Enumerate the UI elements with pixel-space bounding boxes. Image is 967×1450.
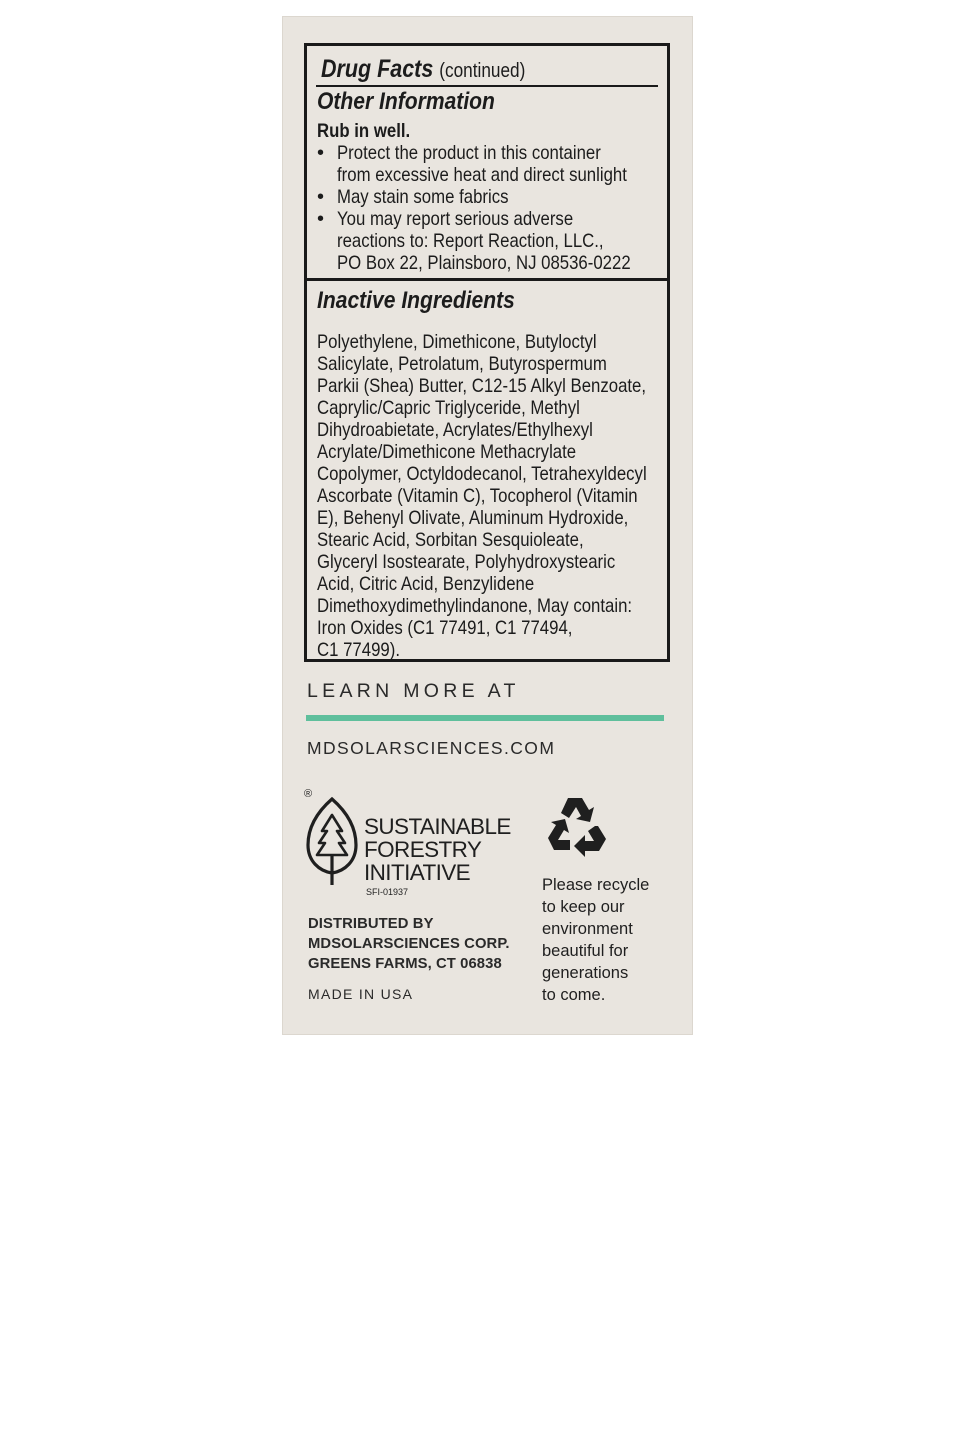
section-divider — [307, 278, 667, 281]
title-divider — [316, 85, 658, 87]
tree-leaf-icon — [304, 787, 360, 887]
ingredient-line: Parkii (Shea) Butter, C12-15 Alkyl Benzoate, — [317, 375, 647, 397]
recycle-line-1: Please recycle — [542, 876, 650, 894]
recycle-line-4: beautiful for — [542, 942, 629, 960]
other-information-heading: Other Information — [317, 88, 495, 115]
ingredient-line: Dimethoxydimethylindanone, May contain: — [317, 595, 633, 617]
ingredient-line: Caprylic/Capric Triglyceride, Methyl — [317, 397, 580, 419]
distributor-line-1: DISTRIBUTED BY — [308, 916, 434, 932]
ingredient-line: Dihydroabietate, Acrylates/Ethylhexyl — [317, 419, 593, 441]
ingredient-line: Salicylate, Petrolatum, Butyrospermum — [317, 353, 607, 375]
distributor-line-3: GREENS FARMS, CT 06838 — [308, 956, 502, 972]
recycle-icon — [542, 792, 612, 860]
learn-more-label: LEARN MORE AT — [307, 680, 520, 702]
ingredient-line: Stearic Acid, Sorbitan Sesquioleate, — [317, 529, 584, 551]
ingredient-line: Polyethylene, Dimethicone, Butyloctyl — [317, 331, 597, 353]
drug-facts-title-suffix: (continued) — [439, 60, 526, 82]
inactive-ingredients-heading: Inactive Ingredients — [317, 287, 515, 314]
ingredient-line: C1 77499). — [317, 639, 400, 661]
sfi-code: SFI-01937 — [366, 887, 409, 897]
drug-facts-panel — [304, 43, 670, 662]
registered-mark: ® — [304, 788, 313, 800]
distributor-line-2: MDSOLARSCIENCES CORP. — [308, 936, 510, 952]
made-in-usa: MADE IN USA — [308, 986, 414, 1002]
accent-bar — [306, 715, 664, 721]
bullet-dot: • — [317, 186, 325, 208]
ingredient-line: Iron Oxides (C1 77491, C1 77494, — [317, 617, 573, 639]
ingredient-line: Glyceryl Isostearate, Polyhydroxystearic — [317, 551, 616, 573]
ingredient-line: Acrylate/Dimethicone Methacrylate — [317, 441, 577, 463]
recycle-line-2: to keep our — [542, 898, 625, 916]
bullet-dot: • — [317, 142, 325, 164]
sfi-line-2: FORESTRY — [364, 837, 482, 862]
bullet-dot: • — [317, 208, 325, 230]
ingredient-line: Copolymer, Octyldodecanol, Tetrahexyldecyl — [317, 463, 647, 485]
bullet-3-line-3: PO Box 22, Plainsboro, NJ 08536-0222 — [337, 252, 631, 274]
drug-facts-title — [321, 55, 525, 84]
recycle-line-5: generations — [542, 964, 629, 982]
recycle-line-6: to come. — [542, 986, 606, 1004]
sfi-line-3: INITIATIVE — [364, 860, 471, 885]
product-box-back-panel — [282, 16, 693, 1035]
drug-facts-title-text: Drug Facts — [321, 55, 434, 83]
recycle-message — [542, 874, 649, 1006]
bullet-2-line-1: May stain some fabrics — [337, 186, 509, 208]
bullet-1-line-2: from excessive heat and direct sunlight — [337, 164, 627, 186]
website-url: MDSOLARSCIENCES.COM — [307, 738, 556, 758]
bullet-1-line-1: Protect the product in this container — [337, 142, 601, 164]
bullet-3-line-1: You may report serious adverse — [337, 208, 574, 230]
recycle-line-3: environment — [542, 920, 633, 938]
sfi-line-1: SUSTAINABLE — [364, 814, 511, 839]
ingredient-line: Acid, Citric Acid, Benzylidene — [317, 573, 535, 595]
ingredient-line: E), Behenyl Olivate, Aluminum Hydroxide, — [317, 507, 629, 529]
other-information-intro: Rub in well. — [317, 120, 411, 142]
ingredient-line: Ascorbate (Vitamin C), Tocopherol (Vitamin — [317, 485, 638, 507]
bullet-3-line-2: reactions to: Report Reaction, LLC., — [337, 230, 604, 252]
